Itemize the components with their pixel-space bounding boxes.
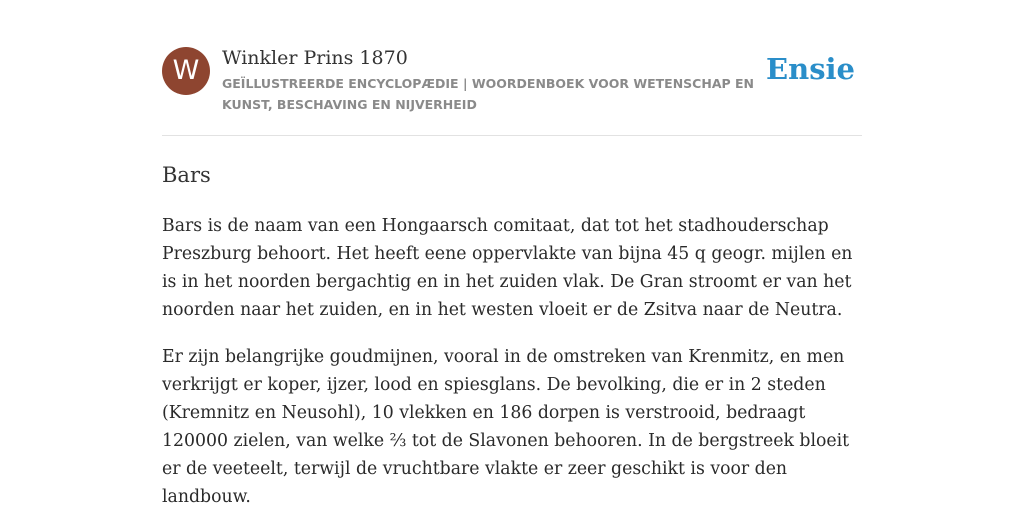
header-divider (162, 135, 862, 136)
article-body (162, 212, 862, 512)
article-title: Bars (162, 163, 211, 187)
article-paragraph: Er zijn belangrijke goudmijnen, vooral in de omstreken van Krenmitz, en men verkrijgt er koper, ijzer, lood en spiesglans. De bevolking, die er in 2 steden (Kremnitz en Neusohl), 10 vlekken en 186 dorpen is verstrooid, bedraagt 120000 zielen, van welke ⅔ tot de Slavonen behooren. In de bergstreek bloeit er de veeteelt, terwijl de vruchtbare vlakte er zeer geschikt is voor den landbouw. (162, 347, 850, 507)
source-subtitle: GEÏLLUSTREERDE ENCYCLOPÆDIE | WOORDENBOEK VOOR WETENSCHAP EN KUNST, BESCHAVING EN NIJVERHEID (222, 76, 755, 112)
source-title[interactable]: Winkler Prins 1870 (222, 47, 408, 69)
brand-logo[interactable]: Ensie (766, 52, 855, 86)
article-card (162, 0, 862, 512)
article-paragraph: Bars is de naam van een Hongaarsch comitaat, dat tot het stadhouderschap Preszburg behoort. Het heeft eene oppervlakte van bijna 45 q geogr. mijlen en is in het noorden bergachtig en in het zuiden vlak. De Gran stroomt er van het noorden naar het zuiden, en in het westen vloeit er de Zsitva naar de Neutra. (162, 216, 853, 320)
source-avatar[interactable]: W (162, 47, 210, 95)
source-header (162, 46, 862, 116)
source-info (222, 46, 762, 115)
